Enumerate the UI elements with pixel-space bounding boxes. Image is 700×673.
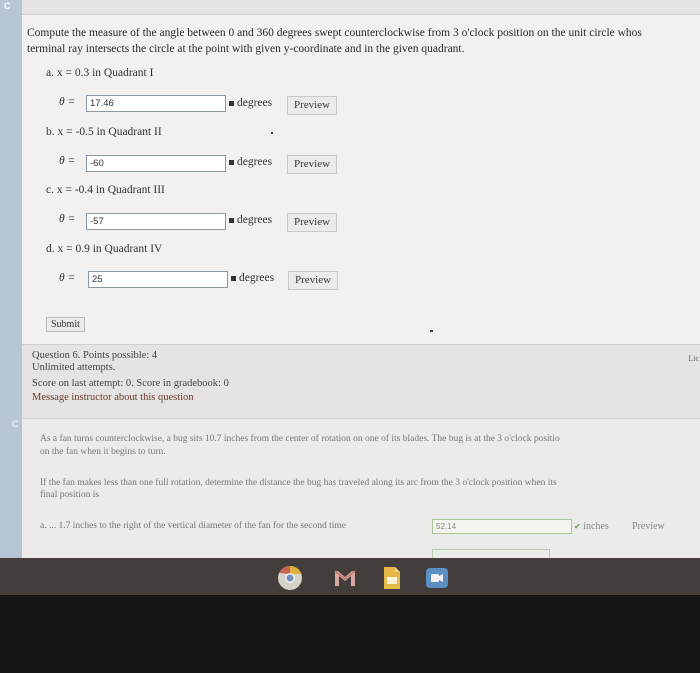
question-panel <box>22 14 700 344</box>
preview-button[interactable]: Preview <box>287 155 337 174</box>
next-part-a-label: a. ... 1.7 inches to the right of the vertical diameter of the fan for the second time <box>40 521 347 531</box>
question-info-panel <box>22 344 700 409</box>
mouse-cursor-dot <box>271 132 273 134</box>
next-question-line-4: final position is <box>40 490 100 500</box>
units-label: degrees <box>229 97 272 109</box>
question-line-1: Compute the measure of the angle between 0 and 360 degrees swept counterclockwise from 3 o'clock position on the unit circle whos <box>27 27 642 39</box>
next-answer-input-partial[interactable] <box>432 549 550 558</box>
license-link[interactable]: Lic <box>688 354 699 363</box>
unit-marker-icon <box>229 160 234 165</box>
sidebar-mark-second: C <box>12 419 19 429</box>
part-b-answer-input[interactable]: -60 <box>86 155 226 172</box>
submit-button[interactable]: Submit <box>46 317 85 332</box>
unit-marker-icon <box>229 101 234 106</box>
preview-button[interactable]: Preview <box>287 96 337 115</box>
chrome-icon[interactable] <box>277 565 303 591</box>
unit-marker-icon <box>231 276 236 281</box>
part-c-label: c. x = -0.4 in Quadrant III <box>46 184 165 196</box>
preview-button[interactable]: Preview <box>288 271 338 290</box>
next-part-a-answer-input[interactable]: 52.14 <box>432 519 572 534</box>
next-question-line-1: As a fan turns counterclockwise, a bug sits 10.7 inches from the center of rotation on one of its blades. The bug is at the 3 o'clock positio <box>40 434 560 444</box>
question-prompt <box>27 25 700 57</box>
sidebar-mark-top: C <box>4 1 11 11</box>
screen-bezel <box>0 595 700 673</box>
next-preview-button[interactable]: Preview <box>632 521 665 532</box>
score-text: Score on last attempt: 0. Score in gradebook: 0 <box>32 378 229 389</box>
message-instructor-link[interactable]: Message instructor about this question <box>32 392 194 403</box>
preview-button[interactable]: Preview <box>287 213 337 232</box>
part-d-answer-input[interactable]: 25 <box>88 271 228 288</box>
theta-label: θ = <box>59 96 76 108</box>
next-units-label: ✔ inches <box>574 521 609 532</box>
part-a-answer-input[interactable]: 17.46 <box>86 95 226 112</box>
unit-marker-icon <box>229 218 234 223</box>
theta-label: θ = <box>59 272 76 284</box>
attempts-text: Unlimited attempts. <box>32 362 116 373</box>
units-label: degrees <box>229 156 272 168</box>
part-c-answer-input[interactable]: -57 <box>86 213 226 230</box>
left-sidebar-strip <box>0 0 22 558</box>
question-line-2: terminal ray intersects the circle at the point with given y-coordinate and in the given quadrant. <box>27 43 465 55</box>
check-icon: ✔ <box>574 522 581 531</box>
units-label: degrees <box>229 214 272 226</box>
part-a-label: a. x = 0.3 in Quadrant I <box>46 67 154 79</box>
question-points-title: Question 6. Points possible: 4 <box>32 350 158 361</box>
next-question-line-2: on the fan when it begins to turn. <box>40 447 166 457</box>
part-d-label: d. x = 0.9 in Quadrant IV <box>46 243 163 255</box>
decorative-dot <box>430 330 433 332</box>
units-label: degrees <box>231 272 274 284</box>
part-b-label: b. x = -0.5 in Quadrant II <box>46 126 162 138</box>
theta-label: θ = <box>59 213 76 225</box>
next-question-line-3: If the fan makes less than one full rotation, determine the distance the bug has traveled along its arc from the 3 o'clock position when its <box>40 478 557 488</box>
gmail-icon[interactable] <box>332 565 358 591</box>
theta-label: θ = <box>59 155 76 167</box>
docs-icon[interactable] <box>378 565 404 591</box>
video-icon[interactable] <box>424 565 450 591</box>
